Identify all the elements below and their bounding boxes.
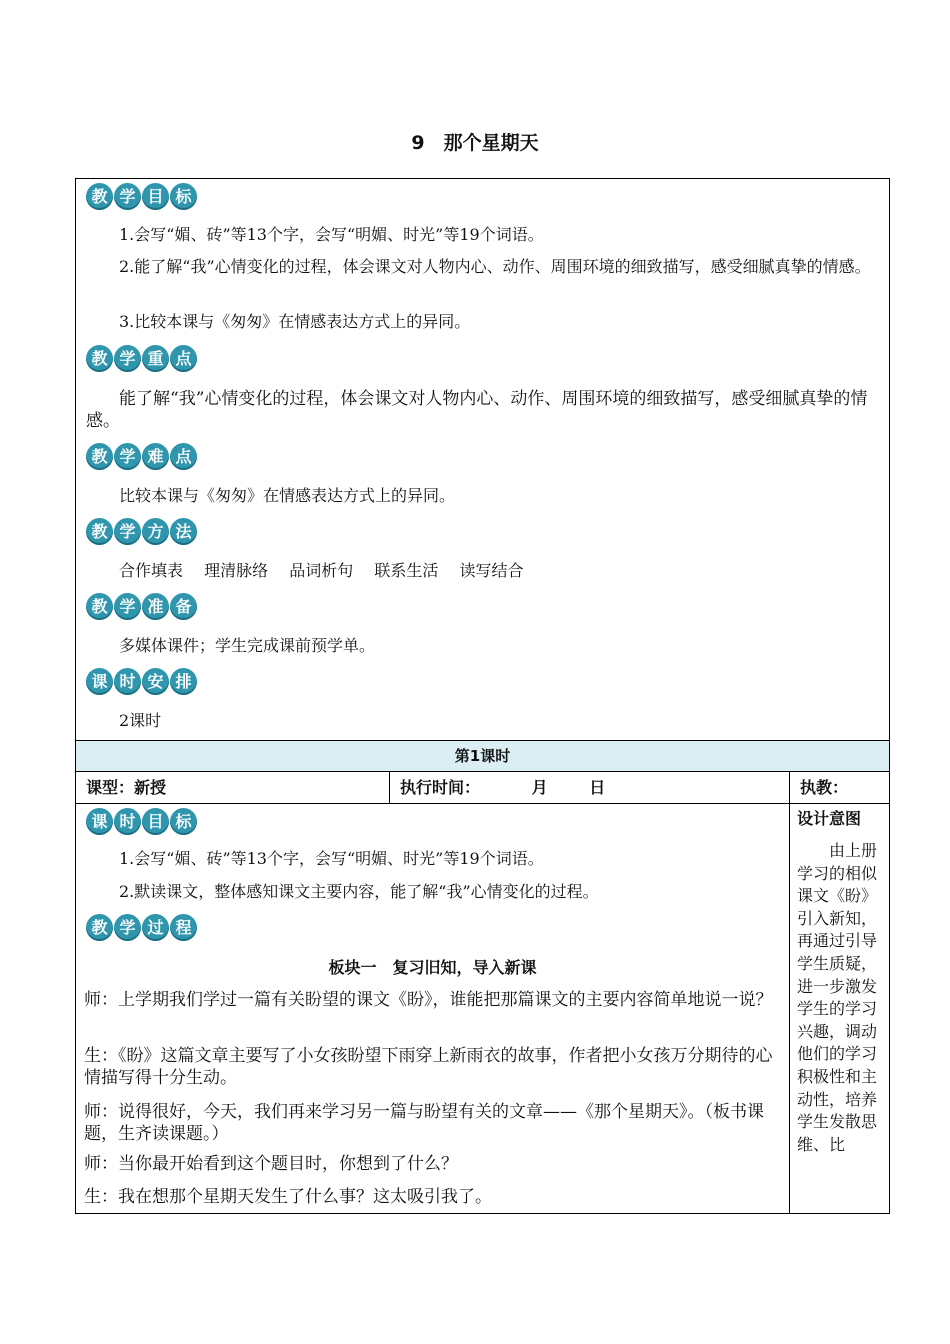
execution-time-cell: 执行时间： 月 日 bbox=[389, 771, 790, 804]
method-item: 读写结合 bbox=[459, 561, 524, 580]
method-item: 联系生活 bbox=[374, 561, 439, 580]
dialogue-5: 生：我在想那个星期天发生了什么事？这太吸引我了。 bbox=[84, 1187, 492, 1207]
lesson-goal-1: 1.会写“媚、砖”等13个字，会写“明媚、时光”等19个词语。 bbox=[119, 849, 544, 868]
badge-methods: 教 学 方 法 bbox=[86, 518, 197, 545]
badge-schedule: 课 时 安 排 bbox=[86, 668, 197, 695]
goal-1: 1.会写“媚、砖”等13个字，会写“明媚、时光”等19个词语。 bbox=[119, 225, 544, 244]
design-intent-text: 由上册学习的相似课文《盼》引入新知，再通过引导学生质疑，进一步激发学生的学习兴趣，调动他们的学习积极性和主动性，培养学生发散思维、比 bbox=[797, 841, 878, 1154]
badge-preparation: 教 学 准 备 bbox=[86, 593, 197, 620]
badge-teaching-goals: 教 学 目 标 bbox=[86, 183, 197, 210]
dialogue-4: 师：当你最开始看到这个题目时，你想到了什么？ bbox=[84, 1154, 458, 1174]
lesson-header: 第1课时 bbox=[75, 740, 890, 772]
dialogue-3: 师：说得很好，今天，我们再来学习另一篇与盼望有关的文章——《那个星期天》。（板书课题，生齐读课题。） bbox=[84, 1102, 764, 1144]
goal-2: 2.能了解“我”心情变化的过程，体会课文对人物内心、动作、周围环境的细致描写，感受细腻真挚的情感。 bbox=[119, 257, 871, 276]
method-item: 合作填表 bbox=[119, 561, 184, 580]
page-title: 9 那个星期天 bbox=[411, 132, 539, 154]
dialogue-1: 师：上学期我们学过一篇有关盼望的课文《盼》，谁能把那篇课文的主要内容简单地说一说？ bbox=[84, 990, 773, 1010]
methods-list bbox=[119, 560, 523, 582]
lesson-goal-2: 2.默读课文，整体感知课文主要内容，能了解“我”心情变化的过程。 bbox=[119, 882, 599, 901]
lesson-type-cell: 课型：新授 bbox=[75, 771, 390, 804]
method-item: 理清脉络 bbox=[204, 561, 269, 580]
key-point-text: 能了解“我”心情变化的过程，体会课文对人物内心、动作、周围环境的细致描写，感受细腻真挚的情感。 bbox=[86, 389, 868, 431]
badge-lesson-goals: 课 时 目 标 bbox=[86, 808, 197, 835]
teacher-cell: 执教： bbox=[789, 771, 890, 804]
preparation-text: 多媒体课件；学生完成课前预学单。 bbox=[119, 636, 376, 655]
block-title: 板块一 复习旧知，导入新课 bbox=[328, 958, 537, 977]
badge-process: 教 学 过 程 bbox=[86, 914, 197, 941]
lesson-body-box bbox=[75, 803, 790, 1214]
schedule-text: 2课时 bbox=[119, 711, 162, 730]
dialogue-2: 生：《盼》这篇文章主要写了小女孩盼望下雨穿上新雨衣的故事，作者把小女孩万分期待的心情描写得十分生动。 bbox=[84, 1046, 773, 1088]
badge-key-points: 教 学 重 点 bbox=[86, 345, 197, 372]
design-intent-title: 设计意图 bbox=[797, 809, 862, 828]
difficulty-text: 比较本课与《匆匆》在情感表达方式上的异同。 bbox=[119, 486, 456, 505]
method-item: 品词析句 bbox=[289, 561, 354, 580]
lesson-overview-box bbox=[75, 178, 890, 741]
goal-3: 3.比较本课与《匆匆》在情感表达方式上的异同。 bbox=[119, 312, 471, 331]
badge-difficulty: 教 学 难 点 bbox=[86, 443, 197, 470]
